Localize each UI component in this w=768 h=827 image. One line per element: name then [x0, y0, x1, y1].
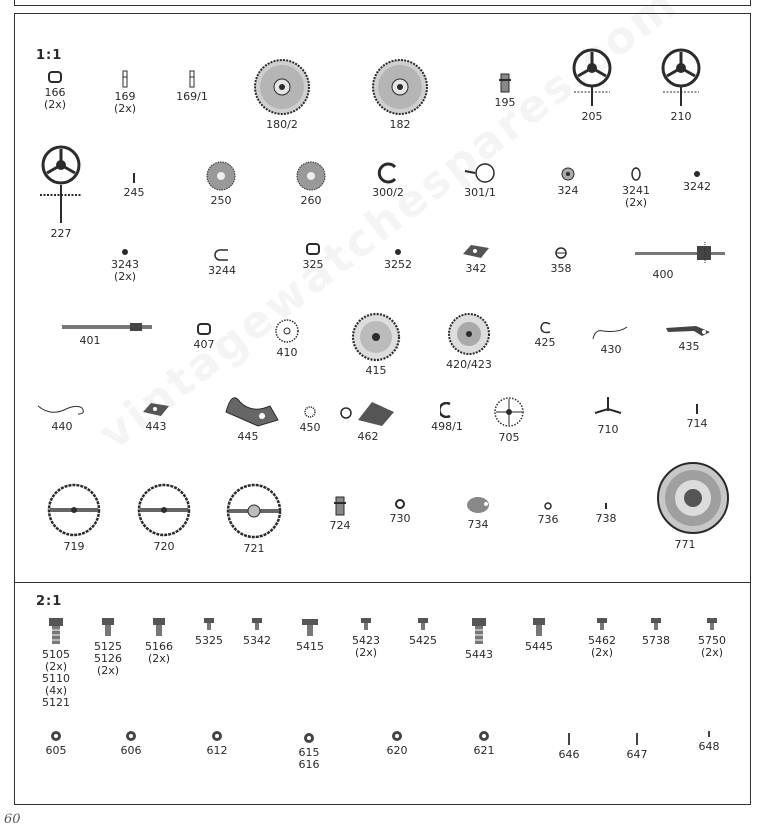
part-ring-icon — [370, 498, 430, 510]
scale-2-1-part — [607, 732, 667, 761]
scale-1-1-part — [439, 312, 499, 371]
scale-1-1-part — [370, 498, 430, 525]
scale-2-1-part — [280, 616, 340, 653]
scale-1-1-part — [257, 318, 317, 359]
part-number-label: 410 — [276, 346, 298, 359]
part-number-label: 250 — [210, 194, 232, 207]
scale-1-1-part — [515, 322, 575, 349]
part-number-label: 443 — [145, 420, 167, 433]
part-number-label: 498/1 — [431, 420, 463, 433]
part-jewel-d-icon — [26, 730, 86, 742]
part-number-label: 5738 — [642, 634, 670, 647]
scale-1-1-part — [446, 242, 506, 275]
part-wheel-t-icon — [562, 48, 622, 108]
part-number-label: 5325 — [195, 634, 223, 647]
part-number-label: 5105 (2x) 5110 (4x) 5121 — [42, 648, 70, 709]
part-screw-icon — [509, 616, 569, 638]
part-number-label: 435 — [678, 340, 700, 353]
part-number-label: 615 616 — [298, 746, 320, 771]
part-lever-icon — [126, 400, 186, 418]
part-jewel-d-icon — [187, 730, 247, 742]
section-divider — [14, 582, 751, 583]
part-screw-s-icon — [572, 616, 632, 632]
part-number-label: 721 — [243, 542, 265, 555]
scale-2-1-part — [26, 616, 86, 709]
scale-2-1-part — [682, 616, 742, 659]
part-number-label: 325 — [302, 258, 324, 271]
scale-1-1-part — [667, 170, 727, 193]
part-number-label: 445 — [237, 430, 259, 443]
part-pin-s-icon — [667, 403, 727, 415]
scale-2-1-part — [393, 616, 453, 647]
part-number-label: 710 — [597, 423, 619, 436]
part-bal1-icon — [134, 482, 194, 538]
part-screw-s-icon — [336, 616, 396, 632]
part-screw-t-icon — [280, 616, 340, 638]
part-jewel-d-icon — [454, 730, 514, 742]
part-number-label: 646 — [558, 748, 580, 761]
scale-2-1-part — [101, 730, 161, 757]
part-number-label: 5415 — [296, 640, 324, 653]
part-screw-s-icon — [626, 616, 686, 632]
part-number-label: 612 — [206, 744, 228, 757]
scale-1-1-part — [538, 166, 598, 197]
part-number-label: 301/1 — [464, 186, 496, 199]
scale-1-1-part — [281, 160, 341, 207]
part-screw-lg-icon — [26, 616, 86, 646]
part-clip-icon — [358, 162, 418, 184]
part-number-label: 620 — [386, 744, 408, 757]
scale-2-1-part — [367, 730, 427, 757]
scale-1-1-part — [370, 58, 430, 131]
part-number-label: 210 — [670, 110, 692, 123]
part-stem-r-icon — [633, 240, 693, 266]
part-screw-s-icon — [227, 616, 287, 632]
part-clip-c-icon — [192, 248, 252, 262]
part-number-label: 462 — [357, 430, 379, 443]
scale-1-1-part — [174, 322, 234, 351]
part-stick-icon — [607, 732, 667, 746]
part-number-label: 358 — [550, 262, 572, 275]
scale-1-1-part — [218, 388, 278, 443]
part-number-label: 415 — [365, 364, 387, 377]
part-number-label: 169/1 — [176, 90, 208, 103]
part-bal2-icon — [224, 482, 284, 540]
part-bracket-icon — [25, 70, 85, 84]
part-number-label: 195 — [494, 96, 516, 109]
scale-1-1-part — [44, 482, 104, 553]
scale-1-1-part — [162, 70, 222, 103]
scale-1-1-part — [60, 322, 120, 347]
part-number-label: 245 — [123, 186, 145, 199]
scale-1-1-part — [95, 248, 155, 283]
part-number-label: 3242 — [683, 180, 711, 193]
scale-1-1-part — [252, 58, 312, 131]
part-number-label: 420/423 — [446, 358, 492, 371]
part-number-label: 180/2 — [266, 118, 298, 131]
scale-2-1-part — [679, 730, 739, 753]
part-number-label: 5423 (2x) — [352, 634, 380, 659]
scale-1-1-part — [224, 482, 284, 555]
part-bal1-icon — [44, 482, 104, 538]
scale-2-1-part — [539, 732, 599, 761]
part-crescent-icon — [417, 402, 477, 418]
part-number-label: 730 — [389, 512, 411, 525]
scale-2-1-part — [509, 616, 569, 653]
part-screw-s-icon — [393, 616, 453, 632]
scale-1-1-part — [126, 400, 186, 433]
part-number-label: 647 — [626, 748, 648, 761]
scale-2-1-part — [279, 732, 339, 771]
part-lever2-icon — [659, 322, 719, 338]
scale-1-1-part — [475, 72, 535, 109]
scale-1-1-part — [358, 162, 418, 199]
part-spring-icon — [450, 162, 510, 184]
scale-1-1-part — [191, 160, 251, 207]
part-number-label: 169 (2x) — [113, 90, 137, 115]
part-number-label: 714 — [686, 417, 708, 430]
part-lever3-icon — [218, 388, 278, 428]
scale-1-1-part — [531, 246, 591, 275]
part-number-label: 227 — [50, 227, 72, 240]
part-gear-lg-icon — [252, 58, 312, 116]
scale-1-1-part — [479, 395, 539, 444]
page-number: 60 — [4, 812, 21, 827]
part-number-label: 705 — [498, 431, 520, 444]
part-number-label: 182 — [389, 118, 411, 131]
part-gear-xs-icon — [280, 405, 340, 419]
part-number-label: 5462 (2x) — [588, 634, 616, 659]
part-number-label: 648 — [698, 740, 720, 753]
part-hook2-icon — [32, 400, 92, 418]
scale-1-1-part — [417, 402, 477, 433]
part-pin-icon — [95, 70, 155, 88]
scale-1-1-part — [95, 70, 155, 115]
part-bracket-icon — [174, 322, 234, 336]
scale-1-1-part — [104, 172, 164, 199]
scale-1-1-part — [578, 395, 638, 436]
part-lever-icon — [446, 242, 506, 260]
part-wheel-t-icon — [651, 48, 711, 108]
part-number-label: 3252 — [384, 258, 412, 271]
part-gear-lg-icon — [370, 58, 430, 116]
scale-1-1-part — [576, 502, 636, 525]
part-jewel-d-icon — [101, 730, 161, 742]
part-number-label: 425 — [534, 336, 556, 349]
part-pin-xs-icon — [576, 502, 636, 510]
part-screw-lg-icon — [449, 616, 509, 646]
scale-1-1-part — [606, 166, 666, 209]
part-screw-s-icon — [682, 616, 742, 632]
part-bracket-icon — [283, 242, 343, 256]
scale-1-1-part — [280, 405, 340, 434]
part-gear-lg2-icon — [346, 312, 406, 362]
part-gear-md-icon — [281, 160, 341, 192]
scale-1-1-part — [633, 240, 693, 281]
scale-1-1-part — [134, 482, 194, 553]
scale-2-1-part — [26, 730, 86, 757]
part-gear-md-icon — [191, 160, 251, 192]
part-number-label: 5425 — [409, 634, 437, 647]
part-alpha-icon — [515, 322, 575, 334]
part-number-label: 342 — [465, 262, 487, 275]
part-stem-icon — [60, 322, 120, 332]
part-dot-icon — [667, 170, 727, 178]
part-hook-icon — [581, 325, 641, 341]
part-jewel-icon — [310, 495, 370, 517]
part-disc-icon — [448, 494, 508, 516]
part-number-label: 5166 (2x) — [145, 640, 173, 665]
scale-1-1-part — [338, 398, 398, 443]
part-spring-o-icon — [606, 166, 666, 182]
part-number-label: 736 — [537, 513, 559, 526]
part-number-label: 724 — [329, 519, 351, 532]
scale-2-1-part — [336, 616, 396, 659]
part-number-label: 771 — [674, 538, 696, 551]
part-pin-s-icon — [104, 172, 164, 184]
scale-2-1-part — [572, 616, 632, 659]
scale-1-1-part — [32, 400, 92, 433]
part-number-label: 401 — [79, 334, 101, 347]
part-dot-icon — [368, 248, 428, 256]
part-number-label: 300/2 — [372, 186, 404, 199]
part-stick-s-icon — [679, 730, 739, 738]
scale-1-1-part — [518, 501, 578, 526]
part-number-label: 5750 (2x) — [698, 634, 726, 659]
scale-1-1-part — [450, 162, 510, 199]
part-number-label: 440 — [51, 420, 73, 433]
part-number-label: 5125 5126 (2x) — [94, 640, 122, 677]
scale-1-1-part — [283, 242, 343, 271]
part-number-label: 734 — [467, 518, 489, 531]
part-ring-s-icon — [518, 501, 578, 511]
part-number-label: 430 — [600, 343, 622, 356]
part-number-label: 407 — [193, 338, 215, 351]
part-number-label: 5443 — [465, 648, 493, 661]
scale-1-1-part — [581, 325, 641, 356]
part-number-label: 738 — [595, 512, 617, 525]
scale-2-1-part — [227, 616, 287, 647]
part-jewel-d-icon — [279, 732, 339, 744]
part-screw-r-icon — [538, 166, 598, 182]
part-number-label: 3243 (2x) — [111, 258, 139, 283]
part-e-icon — [531, 246, 591, 260]
scale-1-1-part — [310, 495, 370, 532]
part-jewel-icon — [475, 72, 535, 94]
part-lever4-icon — [338, 398, 398, 428]
scale-2-1-part — [454, 730, 514, 757]
part-number-label: 5445 — [525, 640, 553, 653]
part-number-label: 450 — [299, 421, 321, 434]
part-number-label: 3241 (2x) — [622, 184, 650, 209]
scale-1-1-part — [655, 460, 715, 551]
part-pin-icon — [162, 70, 222, 88]
scale-1-1-part — [368, 248, 428, 271]
scale-2-1-part — [187, 730, 247, 757]
part-number-label: 719 — [63, 540, 85, 553]
part-stick-icon — [539, 732, 599, 746]
scale-1-1-part — [651, 48, 711, 123]
part-number-label: 720 — [153, 540, 175, 553]
part-number-label: 5342 — [243, 634, 271, 647]
scale-1-1-part — [562, 48, 622, 123]
scale-1-1-part — [31, 145, 91, 240]
scale-label-2-1: 2:1 — [36, 594, 63, 609]
part-number-label: 3244 — [208, 264, 236, 277]
part-number-label: 605 — [45, 744, 67, 757]
part-number-label: 260 — [300, 194, 322, 207]
scale-1-1-part — [448, 494, 508, 531]
part-gear-sm-icon — [257, 318, 317, 344]
scale-1-1-part — [192, 248, 252, 277]
scale-1-1-part — [659, 322, 719, 353]
part-dot-icon — [95, 248, 155, 256]
part-number-label: 621 — [473, 744, 495, 757]
part-jewel-d-icon — [367, 730, 427, 742]
scale-1-1-part — [346, 312, 406, 377]
part-gear-md2-icon — [439, 312, 499, 356]
part-fork-icon — [578, 395, 638, 421]
scale-2-1-part — [626, 616, 686, 647]
part-number-label: 324 — [557, 184, 579, 197]
part-wheel-t2-icon — [31, 145, 91, 225]
part-number-label: 166 (2x) — [43, 86, 67, 111]
scale-2-1-part — [449, 616, 509, 661]
scale-1-1-part — [667, 403, 727, 430]
scale-1-1-part — [25, 70, 85, 111]
part-number-label: 400 — [652, 268, 674, 281]
part-gear-esc-icon — [479, 395, 539, 429]
part-mainspring-icon — [655, 460, 715, 536]
part-number-label: 606 — [120, 744, 142, 757]
scale-label-1-1: 1:1 — [36, 48, 63, 63]
part-number-label: 205 — [581, 110, 603, 123]
